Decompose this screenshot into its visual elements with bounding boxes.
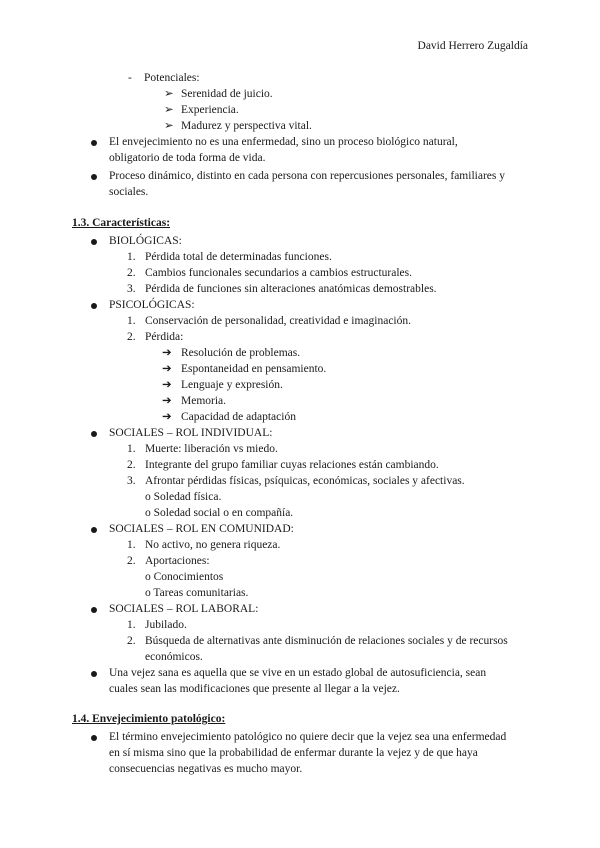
list-number: 2. bbox=[127, 555, 136, 567]
potenciales-label: Potenciales: bbox=[144, 72, 200, 84]
list-number: 2. bbox=[127, 635, 136, 647]
bullet-icon bbox=[91, 140, 97, 146]
arrowhead-icon: ➢ bbox=[164, 88, 174, 100]
sub-item: o Conocimientos bbox=[145, 571, 224, 583]
intro-bullet-text: obligatorio de toda forma de vida. bbox=[109, 152, 266, 164]
list-item: Búsqueda de alternativas ante disminución de relaciones sociales y de recursos bbox=[145, 635, 508, 647]
arrow-icon: ➔ bbox=[162, 347, 172, 359]
arrow-icon: ➔ bbox=[162, 379, 172, 391]
dash-marker: - bbox=[128, 72, 132, 84]
list-item: Aportaciones: bbox=[145, 555, 210, 567]
arrowhead-icon: ➢ bbox=[164, 120, 174, 132]
intro-bullet-text: Proceso dinámico, distinto en cada persona con repercusiones personales, familiares y bbox=[109, 170, 505, 182]
perdida-item: Capacidad de adaptación bbox=[181, 411, 296, 423]
sub-item: o Soledad social o en compañía. bbox=[145, 507, 294, 519]
body-text: cuales sean las modificaciones que presente al llegar a la vejez. bbox=[109, 683, 400, 695]
arrowhead-icon: ➢ bbox=[164, 104, 174, 116]
list-item-continuation: económicos. bbox=[145, 651, 203, 663]
intro-bullet-text: sociales. bbox=[109, 186, 149, 198]
list-number: 2. bbox=[127, 459, 136, 471]
potencial-item: Serenidad de juicio. bbox=[181, 88, 273, 100]
list-item: Integrante del grupo familiar cuyas relaciones están cambiando. bbox=[145, 459, 439, 471]
intro-bullet-text: El envejecimiento no es una enfermedad, sino un proceso biológico natural, bbox=[109, 136, 458, 148]
list-number: 3. bbox=[127, 475, 136, 487]
category-label: SOCIALES – ROL EN COMUNIDAD: bbox=[109, 523, 294, 535]
list-number: 1. bbox=[127, 315, 136, 327]
bullet-icon bbox=[91, 735, 97, 741]
header-author: David Herrero Zugaldía bbox=[417, 40, 528, 52]
perdida-item: Espontaneidad en pensamiento. bbox=[181, 363, 327, 375]
section-heading: 1.3. Características: bbox=[72, 217, 171, 229]
potencial-item: Madurez y perspectiva vital. bbox=[181, 120, 312, 132]
category-label: SOCIALES – ROL INDIVIDUAL: bbox=[109, 427, 273, 439]
category-label: SOCIALES – ROL LABORAL: bbox=[109, 603, 259, 615]
list-number: 1. bbox=[127, 443, 136, 455]
perdida-item: Lenguaje y expresión. bbox=[181, 379, 283, 391]
arrow-icon: ➔ bbox=[162, 395, 172, 407]
potencial-item: Experiencia. bbox=[181, 104, 239, 116]
perdida-item: Resolución de problemas. bbox=[181, 347, 301, 359]
list-item: Muerte: liberación vs miedo. bbox=[145, 443, 278, 455]
list-number: 1. bbox=[127, 619, 136, 631]
body-text: El término envejecimiento patológico no quiere decir que la vejez sea una enfermedad bbox=[109, 731, 507, 743]
bullet-icon bbox=[91, 607, 97, 613]
body-text: en sí misma sino que la probabilidad de enfermar durante la vejez y de que haya bbox=[109, 747, 478, 759]
bullet-icon bbox=[91, 303, 97, 309]
list-item: No activo, no genera riqueza. bbox=[145, 539, 281, 551]
list-number: 1. bbox=[127, 251, 136, 263]
bullet-icon bbox=[91, 527, 97, 533]
bullet-icon bbox=[91, 174, 97, 180]
list-number: 1. bbox=[127, 539, 136, 551]
category-label: PSICOLÓGICAS: bbox=[109, 299, 195, 311]
bullet-icon bbox=[91, 239, 97, 245]
sub-item: o Tareas comunitarias. bbox=[145, 587, 249, 599]
list-number: 2. bbox=[127, 331, 136, 343]
list-number: 2. bbox=[127, 267, 136, 279]
arrow-icon: ➔ bbox=[162, 411, 172, 423]
list-item: Pérdida total de determinadas funciones. bbox=[145, 251, 332, 263]
body-text: consecuencias negativas es mucho mayor. bbox=[109, 763, 303, 775]
section-heading: 1.4. Envejecimiento patológico: bbox=[72, 713, 226, 725]
arrow-icon: ➔ bbox=[162, 363, 172, 375]
body-text: Una vejez sana es aquella que se vive en un estado global de autosuficiencia, sean bbox=[109, 667, 487, 679]
sub-item: o Soledad física. bbox=[145, 491, 222, 503]
list-item: Pérdida: bbox=[145, 331, 184, 343]
list-item: Conservación de personalidad, creatividad e imaginación. bbox=[145, 315, 411, 327]
category-label: BIOLÓGICAS: bbox=[109, 235, 182, 247]
list-item: Pérdida de funciones sin alteraciones anatómicas demostrables. bbox=[145, 283, 437, 295]
list-number: 3. bbox=[127, 283, 136, 295]
bullet-icon bbox=[91, 431, 97, 437]
perdida-item: Memoria. bbox=[181, 395, 227, 407]
list-item: Jubilado. bbox=[145, 619, 187, 631]
list-item: Cambios funcionales secundarios a cambios estructurales. bbox=[145, 267, 412, 279]
list-item: Afrontar pérdidas físicas, psíquicas, económicas, sociales y afectivas. bbox=[145, 475, 465, 487]
bullet-icon bbox=[91, 671, 97, 677]
